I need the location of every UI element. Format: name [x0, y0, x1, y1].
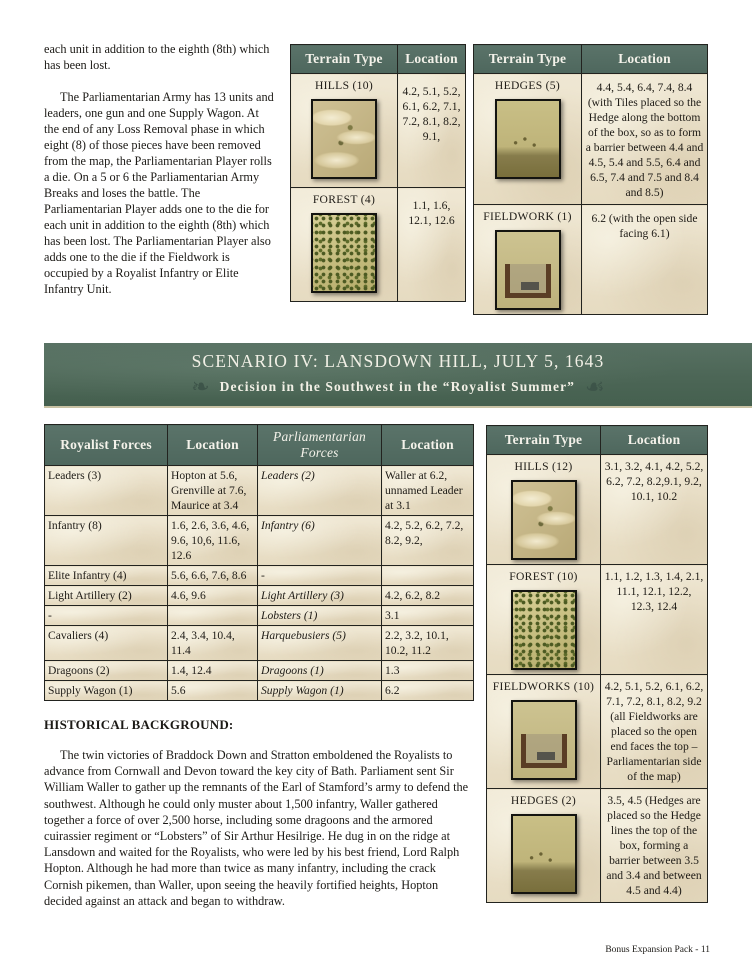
royalist-location: 5.6 — [168, 681, 258, 701]
parliamentarian-location: 1.3 — [382, 661, 474, 681]
header-location: Location — [582, 45, 708, 74]
historical-paragraph: The twin victories of Braddock Down and Stratton emboldened the Royalists to advance from Cornwall and Devon toward the key city of Bath. Parliament sent Sir William Waller to gather up the remnants of the Earl of Stamford’s army to defend the southwest. Although he could only muster about 1,500 infantry, Waller gathered together a force of over 2,500 horse, including some dragoons and the armored cuirassier regiment or “Lobsters” of Sir Arthur Hesilrige. He dug in on the ridge at Lansdown and waited for the Royalists, who were led by his best friend, Lord Ralph Hopton. Although he had more than twice as many infantry, including the crack Cornish pikemen, than Waller, upon seeing the heavily fortified heights, Hopton decided against an attack and began to withdraw. — [44, 748, 469, 908]
terrain-location: 3.5, 4.5 (Hedges are placed so the Hedge lines the top of the box, forming a barrier between 3.5 and 3.4 and between 4.5 and 4.4) — [601, 789, 708, 903]
terrain-location: 4.2, 5.1, 5.2, 6.1, 6.2, 7.1, 7.2, 8.1, 8.2, 9.1, — [398, 74, 466, 188]
fieldwork-gun — [521, 282, 539, 290]
royalist-unit: Elite Infantry (4) — [45, 566, 168, 586]
scenario-subtitle: Decision in the Southwest in the “Royalist Summer” — [219, 379, 576, 394]
intro-paragraph-2: The Parliamentarian Army has 13 units and leaders, one gun and one Supply Wagon. At the end of any Loss Removal phase in which eight (8) of those pieces have been removed from the map, the Parliamentarian Player rolls a die. On a 5 or 6 the Parliamentarian Army Breaks and loses the battle. The Parliamentarian Player adds one to the die for each unit in addition to the eighth (8th) which has been lost. The Parliamentarian Player also adds one to the die if the Fieldwork is occupied by a Royalist Infantry or Elite Infantry Unit. — [44, 90, 274, 296]
hedges-tile-image — [511, 814, 577, 894]
fieldwork-gun — [537, 752, 555, 760]
flourish-right-icon: ☙ — [585, 374, 605, 399]
royalist-location: 5.6, 6.6, 7.6, 8.6 — [168, 566, 258, 586]
parliamentarian-unit: Supply Wagon (1) — [258, 681, 382, 701]
parliamentarian-unit: Light Artillery (3) — [258, 586, 382, 606]
header-royalist-forces: Royalist Forces — [45, 425, 168, 466]
parliamentarian-location: 4.2, 5.2, 6.2, 7.2, 8.2, 9.2, — [382, 516, 474, 566]
parliamentarian-location: 2.2, 3.2, 10.1, 10.2, 11.2 — [382, 626, 474, 661]
forces-row — [45, 466, 474, 516]
header-terrain-type: Terrain Type — [474, 45, 582, 74]
terrain-location: 1.1, 1.6, 12.1, 12.6 — [398, 188, 466, 302]
parliamentarian-unit: Lobsters (1) — [258, 606, 382, 626]
royalist-unit: Supply Wagon (1) — [45, 681, 168, 701]
terrain-row — [474, 205, 708, 315]
forces-row — [45, 606, 474, 626]
forces-row — [45, 626, 474, 661]
fieldwork-tile-image — [511, 700, 577, 780]
terrain-table-scenario — [486, 425, 708, 903]
terrain-name: FOREST (10) — [509, 570, 578, 583]
header-royalist-location: Location — [168, 425, 258, 466]
forces-row — [45, 566, 474, 586]
top-section — [44, 41, 708, 315]
forces-row — [45, 681, 474, 701]
forest-tile-image — [311, 213, 377, 293]
terrain-row — [474, 74, 708, 205]
historical-heading: HISTORICAL BACKGROUND: — [44, 717, 234, 732]
header-location: Location — [601, 426, 708, 455]
terrain-location: 4.4, 5.4, 6.4, 7.4, 8.4 (with Tiles placed so the Hedge along the bottom of the box, so as to form a barrier between 4.4 and 4.5, 5.4 and 5.5, 6.4 and 6.5, 7.4 and 7.5 and 8.4 and 8.5) — [582, 74, 708, 205]
royalist-unit: - — [45, 606, 168, 626]
parliamentarian-location: 6.2 — [382, 681, 474, 701]
header-parliamentarian-location: Location — [382, 425, 474, 466]
fieldwork-wall — [505, 264, 551, 298]
parliamentarian-location: Waller at 6.2, unnamed Leader at 3.1 — [382, 466, 474, 516]
terrain-location: 6.2 (with the open side facing 6.1) — [582, 205, 708, 315]
header-location: Location — [398, 45, 466, 74]
royalist-unit: Cavaliers (4) — [45, 626, 168, 661]
bottom-section — [44, 424, 708, 909]
terrain-row — [487, 455, 708, 565]
intro-column — [44, 41, 276, 297]
parliamentarian-location: 3.1 — [382, 606, 474, 626]
hills-tile-image — [311, 99, 377, 179]
terrain-location: 3.1, 3.2, 4.1, 4.2, 5.2, 6.2, 7.2, 8.2,9.1, 9.2, 10.1, 10.2 — [601, 455, 708, 565]
parliamentarian-unit: - — [258, 566, 382, 586]
royalist-location: Hopton at 5.6, Grenville at 7.6, Maurice at 3.4 — [168, 466, 258, 516]
parliamentarian-unit: Leaders (2) — [258, 466, 382, 516]
scenario-subtitle-row — [191, 376, 605, 398]
forest-tile-image — [511, 590, 577, 670]
parliamentarian-location: 4.2, 6.2, 8.2 — [382, 586, 474, 606]
fieldwork-tile-image — [495, 230, 561, 310]
hills-tile-image — [511, 480, 577, 560]
header-parliamentarian-forces: Parliamentarian Forces — [258, 425, 382, 466]
terrain-name: HILLS (12) — [514, 460, 573, 473]
right-column — [486, 425, 708, 903]
forces-row — [45, 586, 474, 606]
royalist-location: 2.4, 3.4, 10.4, 11.4 — [168, 626, 258, 661]
scenario-title: SCENARIO IV: LANSDOWN HILL, JULY 5, 1643 — [191, 351, 605, 371]
hedges-tile-image — [495, 99, 561, 179]
page-footer: Bonus Expansion Pack - 11 — [605, 945, 710, 955]
header-terrain-type: Terrain Type — [291, 45, 398, 74]
terrain-row — [291, 188, 466, 302]
forces-table — [44, 424, 474, 701]
terrain-row — [291, 74, 466, 188]
terrain-name: HEDGES (5) — [494, 79, 561, 92]
terrain-name: FIELDWORK (1) — [483, 210, 572, 223]
forces-row — [45, 516, 474, 566]
flourish-left-icon: ❧ — [191, 374, 210, 399]
header-terrain-type: Terrain Type — [487, 426, 601, 455]
terrain-name: HILLS (10) — [314, 79, 374, 92]
royalist-location: 1.6, 2.6, 3.6, 4.6, 9.6, 10,6, 11.6, 12.6 — [168, 516, 258, 566]
royalist-location — [168, 606, 258, 626]
parliamentarian-unit: Infantry (6) — [258, 516, 382, 566]
parliamentarian-unit: Dragoons (1) — [258, 661, 382, 681]
fieldwork-wall — [521, 734, 567, 768]
parliamentarian-location — [382, 566, 474, 586]
scenario-banner — [44, 343, 752, 408]
royalist-unit: Light Artillery (2) — [45, 586, 168, 606]
terrain-name: FOREST (4) — [312, 193, 376, 206]
royalist-location: 1.4, 12.4 — [168, 661, 258, 681]
terrain-row — [487, 675, 708, 789]
intro-paragraph-1: each unit in addition to the eighth (8th) which has been lost. — [44, 42, 270, 72]
royalist-unit: Dragoons (2) — [45, 661, 168, 681]
left-column — [44, 424, 476, 909]
parliamentarian-unit: Harquebusiers (5) — [258, 626, 382, 661]
terrain-location: 4.2, 5.1, 5.2, 6.1, 6.2, 7.1, 7.2, 8.1, 8.2, 9.2 (all Fieldworks are placed so the open end faces the top – Parliamentarian side of the map) — [601, 675, 708, 789]
terrain-table-top-right — [473, 44, 708, 315]
terrain-location: 1.1, 1.2, 1.3, 1.4, 2.1, 11.1, 12.1, 12.2, 12.3, 12.4 — [601, 565, 708, 675]
royalist-unit: Leaders (3) — [45, 466, 168, 516]
terrain-table-top-left — [290, 44, 466, 302]
forces-row — [45, 661, 474, 681]
terrain-row — [487, 565, 708, 675]
terrain-name: HEDGES (2) — [510, 794, 577, 807]
terrain-name: FIELDWORKS (10) — [492, 680, 595, 693]
royalist-location: 4.6, 9.6 — [168, 586, 258, 606]
terrain-row — [487, 789, 708, 903]
royalist-unit: Infantry (8) — [45, 516, 168, 566]
